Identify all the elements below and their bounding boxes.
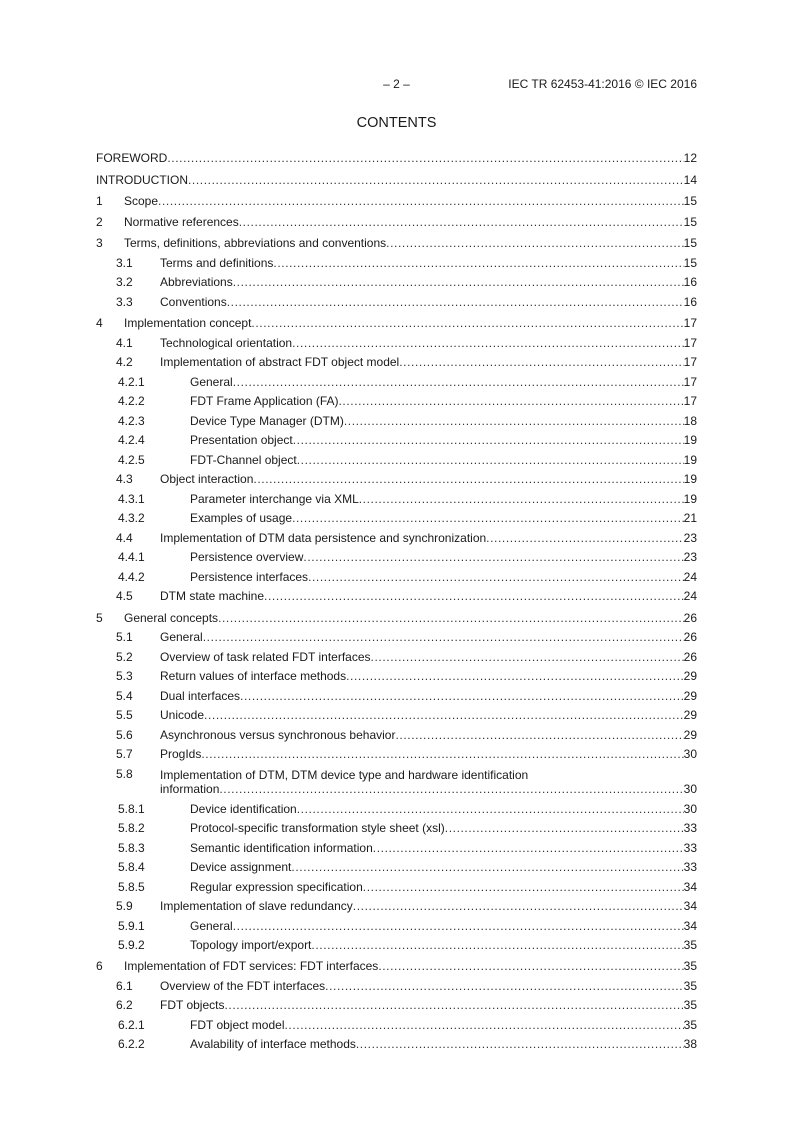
toc-entry-title: Device assignment (190, 860, 292, 875)
toc-entry-number: 1 (96, 193, 103, 208)
toc-entry-number: 4.2.1 (118, 374, 145, 389)
dot-leader (371, 650, 684, 664)
toc-entry[interactable] (96, 933, 697, 953)
toc-entry-title: Dual interfaces (160, 688, 241, 703)
toc-entry-title: Return values of interface methods (160, 669, 347, 684)
toc-entry-number: 5 (96, 610, 103, 625)
toc-entry[interactable] (96, 584, 697, 604)
dot-leader (373, 841, 684, 855)
dot-leader (325, 979, 683, 993)
dot-leader (308, 570, 684, 584)
toc-entry-number: 5.3 (116, 669, 133, 684)
toc-entry-title: Avalability of interface methods (190, 1037, 356, 1052)
toc-entry-title: Semantic identification information (190, 840, 373, 855)
toc-entry-title: DTM state machine (160, 589, 265, 604)
toc-entry-title: Terms and definitions (160, 255, 274, 270)
toc-entry[interactable] (96, 703, 697, 723)
toc-entry[interactable] (96, 683, 697, 703)
toc-entry-page: 24 (683, 589, 697, 604)
toc-entry[interactable] (96, 664, 697, 684)
toc-entry-number: 5.8.4 (118, 860, 145, 875)
toc-entry-page: 30 (683, 801, 697, 816)
dot-leader (297, 802, 684, 816)
toc-entry-page: 15 (683, 193, 697, 208)
toc-entry-page: 29 (683, 727, 697, 742)
toc-entry-number: 5.9 (116, 899, 133, 914)
toc-entry[interactable] (96, 894, 697, 914)
toc-entry[interactable] (96, 1032, 697, 1052)
toc-entry-title: Regular expression specification (190, 879, 363, 894)
toc-entry-page: 34 (683, 918, 697, 933)
toc-entry-page: 12 (683, 151, 697, 166)
toc-entry[interactable] (96, 993, 697, 1013)
toc-entry-page: 35 (683, 1017, 697, 1032)
toc-entry[interactable] (96, 408, 697, 428)
toc-entry-page: 35 (683, 959, 697, 974)
toc-entry-page: 17 (683, 355, 697, 370)
toc-entry-title: Object interaction (160, 472, 254, 487)
toc-entry-page: 14 (683, 172, 697, 187)
dot-leader (386, 236, 683, 250)
toc-entry-number: 4.4 (116, 530, 133, 545)
toc-entry-page: 34 (683, 899, 697, 914)
toc-entry-title: Persistence overview (190, 550, 304, 565)
toc-entry-page: 33 (683, 821, 697, 836)
dot-leader (233, 919, 684, 933)
toc-entry-number: 3.1 (116, 255, 133, 270)
toc-entry-number: 4.2.2 (118, 394, 145, 409)
toc-entry-title: Unicode (160, 708, 205, 723)
toc-entry-title-continuation (160, 782, 697, 796)
toc-entry[interactable] (96, 1012, 697, 1032)
toc-entry-page: 34 (683, 879, 697, 894)
toc-entry-page: 19 (683, 452, 697, 467)
toc-entry-number: 4.2 (116, 355, 133, 370)
toc-entry[interactable] (96, 187, 697, 208)
dot-leader (204, 708, 684, 722)
toc-entry[interactable] (96, 467, 697, 487)
toc-entry-number: 4.5 (116, 589, 133, 604)
toc-entry-page: 33 (683, 840, 697, 855)
toc-entry-number: 4.2.4 (118, 433, 145, 448)
toc-entry[interactable] (96, 165, 697, 186)
toc-entry-title: Implementation of abstract FDT object model (160, 355, 400, 370)
toc-entry-title: Scope (124, 193, 159, 208)
toc-entry-number: 5.8.5 (118, 879, 145, 894)
toc-entry-page: 38 (683, 1037, 697, 1052)
toc-entry-number: 2 (96, 215, 103, 230)
toc-entry-title: Device Type Manager (DTM) (190, 413, 344, 428)
toc-entry[interactable] (96, 289, 697, 309)
toc-entry-number: 5.7 (116, 747, 133, 762)
dot-leader (240, 689, 684, 703)
toc-entry[interactable] (96, 973, 697, 993)
toc-entry-page: 17 (683, 374, 697, 389)
toc-entry[interactable] (96, 250, 697, 270)
toc-entry-page: 30 (683, 782, 697, 797)
toc-entry-page: 26 (683, 630, 697, 645)
toc-entry[interactable] (96, 389, 697, 409)
toc-entry-number: 4.1 (116, 335, 133, 350)
toc-entry-number: 4.4.2 (118, 569, 145, 584)
dot-leader (201, 747, 683, 761)
dot-leader (359, 492, 684, 506)
toc-entry[interactable] (96, 545, 697, 565)
dot-leader (188, 173, 684, 187)
toc-entry-number: 5.9.1 (118, 918, 145, 933)
toc-entry-number: 6.1 (116, 978, 133, 993)
toc-entry-page: 35 (683, 998, 697, 1013)
toc-entry-page: 15 (683, 215, 697, 230)
toc-entry-number: 5.6 (116, 727, 133, 742)
dot-leader (167, 151, 683, 165)
toc-entry-number: 6.2 (116, 998, 133, 1013)
dot-leader (224, 998, 683, 1012)
toc-entry-page: 26 (683, 610, 697, 625)
dot-leader (399, 355, 683, 369)
toc-entry[interactable] (96, 229, 697, 250)
toc-entry-page: 18 (683, 413, 697, 428)
toc-entry-number: 5.4 (116, 688, 133, 703)
toc-entry-number: 4 (96, 316, 103, 331)
toc-entry-title: Persistence interfaces (190, 569, 309, 584)
toc-entry[interactable] (96, 428, 697, 448)
dot-leader (233, 375, 684, 389)
toc-entry-number: 6.2.1 (118, 1017, 145, 1032)
toc-entry-title: Abbreviations (160, 275, 233, 290)
toc-entry-title: Terms, definitions, abbreviations and conventions (124, 236, 387, 251)
toc-entry-page: 17 (683, 316, 697, 331)
dot-leader (264, 589, 684, 603)
dot-leader (353, 899, 684, 913)
toc-entry-title: Implementation of FDT services: FDT interfaces (124, 959, 379, 974)
toc-entry-page: 24 (683, 569, 697, 584)
toc-entry-title: Overview of the FDT interfaces (160, 978, 326, 993)
toc-entry-page: 26 (683, 649, 697, 664)
toc-entry-title: Implementation of slave redundancy (160, 899, 353, 914)
toc-entry-title: Conventions (160, 294, 227, 309)
toc-entry-page: 30 (683, 747, 697, 762)
toc-entry-page: 35 (683, 978, 697, 993)
toc-entry-number: 5.8.3 (118, 840, 145, 855)
dot-leader (363, 880, 684, 894)
dot-leader (291, 860, 683, 874)
dot-leader (346, 669, 684, 683)
toc-entry-page: 15 (683, 236, 697, 251)
toc-entry[interactable] (96, 564, 697, 584)
toc-entry[interactable] (96, 796, 697, 816)
page-number: – 2 – (383, 77, 410, 91)
toc-entry-title: Implementation of DTM data persistence and synchronization (160, 530, 487, 545)
toc-entry-title: Presentation object (190, 433, 293, 448)
toc-entry[interactable] (96, 913, 697, 933)
toc-entry[interactable] (96, 486, 697, 506)
toc-entry[interactable] (96, 270, 697, 290)
toc-entry-number: 3.3 (116, 294, 133, 309)
toc-entry-number: 6.2.2 (118, 1037, 145, 1052)
dot-leader (253, 472, 683, 486)
toc-entry-number: 4.2.3 (118, 413, 145, 428)
toc-entry-page: 29 (683, 708, 697, 723)
toc-entry-title: Normative references (124, 215, 239, 230)
dot-leader (239, 215, 684, 229)
toc-entry[interactable] (96, 742, 697, 762)
toc-entry-page: 17 (683, 335, 697, 350)
toc-entry-page: 33 (683, 860, 697, 875)
toc-entry-title: General (190, 374, 233, 389)
dot-leader (356, 1037, 684, 1051)
toc-entry-title: Topology import/export (190, 938, 312, 953)
toc-entry-title: Overview of task related FDT interfaces (160, 649, 371, 664)
toc-entry[interactable] (96, 144, 697, 165)
toc-entry-title: FDT Frame Application (FA) (190, 394, 339, 409)
dot-leader (233, 275, 684, 289)
toc-entry-number: 3 (96, 236, 103, 251)
toc-entry-number: 4.2.5 (118, 452, 145, 467)
toc-entry-title: General (160, 630, 203, 645)
toc-entry-page: 16 (683, 275, 697, 290)
dot-leader (378, 959, 683, 973)
toc-entry-title: Technological orientation (160, 335, 293, 350)
toc-entry[interactable] (96, 369, 697, 389)
dot-leader (273, 256, 683, 270)
toc-entry-number: 3.2 (116, 275, 133, 290)
toc-entry[interactable] (96, 625, 697, 645)
toc-entry-title: FDT object model (190, 1017, 285, 1032)
toc-entry[interactable] (96, 722, 697, 742)
dot-leader (344, 414, 684, 428)
toc-entry-page: 29 (683, 669, 697, 684)
toc-entry-page: 16 (683, 294, 697, 309)
dot-leader (292, 511, 684, 525)
toc-entry-title-block (160, 768, 697, 796)
dot-leader (158, 194, 684, 208)
toc-entry[interactable] (96, 761, 697, 796)
toc-entry-title: INTRODUCTION (96, 172, 188, 187)
dot-leader (293, 433, 684, 447)
standard-reference: IEC TR 62453-41:2016 © IEC 2016 (508, 77, 697, 91)
toc-entry[interactable] (96, 644, 697, 664)
toc-entry[interactable] (96, 835, 697, 855)
toc-entry[interactable] (96, 309, 697, 330)
toc-entry[interactable] (96, 208, 697, 229)
toc-entry-title: Parameter interchange via XML (190, 491, 359, 506)
table-of-contents (96, 144, 697, 1051)
dot-leader (227, 295, 684, 309)
toc-entry[interactable] (96, 525, 697, 545)
toc-entry[interactable] (96, 330, 697, 350)
page-header (96, 77, 697, 93)
dot-leader (303, 550, 683, 564)
toc-entry-number: 5.8 (116, 767, 133, 782)
toc-entry-number: 4.3 (116, 472, 133, 487)
toc-entry-title: Implementation concept (124, 316, 252, 331)
toc-entry[interactable] (96, 506, 697, 526)
toc-entry-title-line2: information (160, 782, 220, 797)
toc-entry-page: 19 (683, 433, 697, 448)
toc-entry-title: Device identification (190, 801, 297, 816)
toc-entry-title: FDT-Channel object (190, 452, 297, 467)
toc-entry-page: 29 (683, 688, 697, 703)
dot-leader (292, 336, 684, 350)
toc-entry-page: 19 (683, 491, 697, 506)
toc-entry-title: Implementation of DTM, DTM device type and hardware identification (160, 768, 529, 783)
dot-leader (251, 316, 683, 330)
toc-entry[interactable] (96, 447, 697, 467)
toc-entry[interactable] (96, 855, 697, 875)
toc-entry-number: 4.3.1 (118, 491, 145, 506)
dot-leader (218, 611, 684, 625)
dot-leader (219, 782, 683, 796)
toc-entry-title: Asynchronous versus synchronous behavior (160, 727, 396, 742)
dot-leader (486, 531, 683, 545)
dot-leader (311, 938, 683, 952)
toc-entry[interactable] (96, 350, 697, 370)
toc-entry[interactable] (96, 952, 697, 973)
toc-entry[interactable] (96, 874, 697, 894)
toc-entry-page: 23 (683, 550, 697, 565)
toc-entry-title: General concepts (124, 610, 219, 625)
toc-entry-page: 23 (683, 530, 697, 545)
toc-entry-number: 4.3.2 (118, 511, 145, 526)
toc-entry-title: ProgIds (160, 747, 202, 762)
toc-entry-page: 17 (683, 394, 697, 409)
toc-entry-title: Examples of usage (190, 511, 293, 526)
toc-entry-page: 15 (683, 255, 697, 270)
toc-entry-number: 5.1 (116, 630, 133, 645)
toc-entry-number: 5.9.2 (118, 938, 145, 953)
toc-entry-title: FOREWORD (96, 151, 168, 166)
toc-entry-title: FDT objects (160, 998, 225, 1013)
toc-entry-number: 4.4.1 (118, 550, 145, 565)
toc-entry-page: 21 (683, 511, 697, 526)
toc-entry-number: 6 (96, 959, 103, 974)
dot-leader (339, 394, 684, 408)
toc-entry-page: 19 (683, 472, 697, 487)
toc-entry-number: 5.8.1 (118, 801, 145, 816)
toc-entry-number: 5.8.2 (118, 821, 145, 836)
dot-leader (284, 1018, 683, 1032)
toc-entry-number: 5.2 (116, 649, 133, 664)
toc-entry-title: Protocol-specific transformation style sheet (xsl) (190, 821, 445, 836)
toc-entry-title: General (190, 918, 233, 933)
dot-leader (395, 728, 683, 742)
page-title: CONTENTS (356, 115, 437, 131)
dot-leader (445, 821, 684, 835)
dot-leader (203, 630, 684, 644)
toc-entry-page: 35 (683, 938, 697, 953)
toc-entry-number: 5.5 (116, 708, 133, 723)
toc-entry[interactable] (96, 816, 697, 836)
toc-entry[interactable] (96, 603, 697, 624)
dot-leader (297, 453, 684, 467)
